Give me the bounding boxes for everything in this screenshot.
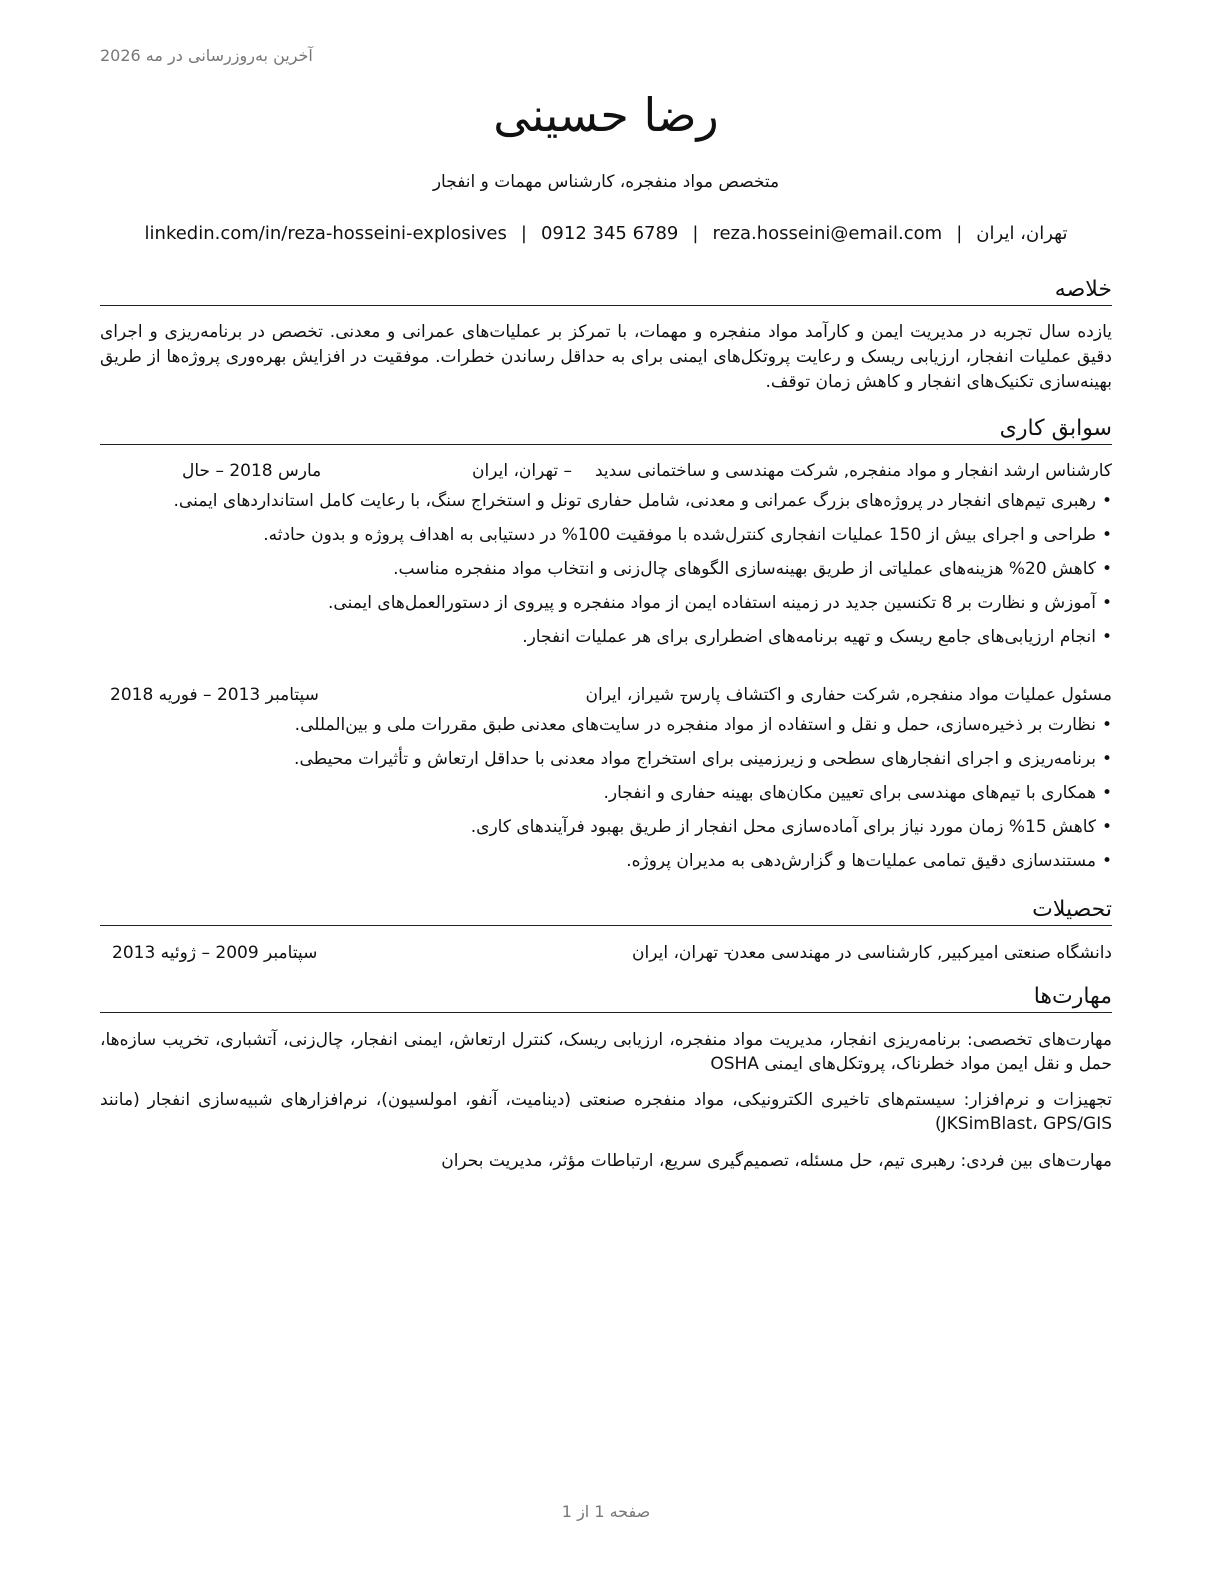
- contact-line: [100, 223, 1112, 244]
- job-dates: مارس 2018 – حال: [182, 461, 322, 481]
- skill-line: مهارت‌های بین فردی: رهبری تیم، حل مسئله، تصمیم‌گیری سریع، ارتباطات مؤثر، مدیریت بحران: [441, 1151, 1112, 1171]
- resume-page: [100, 0, 1112, 1584]
- contact-separator: |: [520, 223, 527, 244]
- education-dates: سپتامبر 2009 – ژوئیه 2013: [112, 943, 318, 963]
- job-bullet: • مستندسازی دقیق تمامی عملیات‌ها و گزارش‌دهی به مدیران پروژه.: [100, 844, 1112, 878]
- contact-linkedin[interactable]: linkedin.com/in/reza-hosseini-explosives: [144, 223, 507, 244]
- job-bullet: • نظارت بر ذخیره‌سازی، حمل و نقل و استفاده از مواد منفجره در سایت‌های معدنی طبق مقررات ملی و بین‌المللی.: [100, 708, 1112, 742]
- job-bullet: • رهبری تیم‌های انفجار در پروژه‌های بزرگ عمرانی و معدنی، شامل حفاری تونل و استخراج سنگ، با رعایت کامل استانداردهای ایمنی.: [100, 484, 1112, 518]
- job-subtitle: متخصص مواد منفجره، کارشناس مهمات و انفجار: [432, 172, 780, 192]
- job-bullet-list: [100, 708, 1112, 878]
- job-location: – تهران، ایران: [472, 461, 572, 481]
- experience-heading: سوابق کاری: [100, 415, 1112, 445]
- skill-line: تجهیزات و نرم‌افزار: سیستم‌های تاخیری الکترونیکی، مواد منفجره صنعتی (دینامیت، آنفو، امولسیون)، نرم‌افزارهای شبیه‌سازی انفجار (مانند JKSimBlast، GPS/GIS): [100, 1090, 1112, 1134]
- job-bullet-list: [100, 484, 1112, 654]
- summary-text: یازده سال تجربه در مدیریت ایمن و کارآمد مواد منفجره و مهمات، با تمرکز بر عملیات‌های عمرانی و معدنی. تخصص در برنامه‌ریزی و اجرای دقیق عملیات انفجار، ارزیابی ریسک و رعایت پروتکل‌های ایمنی برای به حداقل رساندن خطرات. موفقیت در افزایش بهره‌وری پروژه‌ها از طریق بهینه‌سازی تکنیک‌های انفجار و کاهش زمان توقف.: [100, 322, 1112, 392]
- job-header: [100, 458, 1112, 484]
- page-number: صفحه 1 از 1: [561, 1502, 651, 1521]
- contact-separator: |: [956, 223, 963, 244]
- job-bullet: • کاهش 15% زمان مورد نیاز برای آماده‌سازی محل انفجار از طریق بهبود فرآیندهای کاری.: [100, 810, 1112, 844]
- education-location: – تهران، ایران: [632, 943, 732, 963]
- job-bullet: • آموزش و نظارت بر 8 تکنسین جدید در زمینه استفاده ایمن از مواد منفجره و پیروی از دستورالعمل‌های ایمنی.: [100, 586, 1112, 620]
- contact-location: تهران، ایران: [976, 223, 1068, 244]
- education-heading: تحصیلات: [100, 896, 1112, 926]
- job-title: مسئول عملیات مواد منفجره, شرکت حفاری و اکتشاف پارس: [681, 685, 1112, 705]
- job-location: – شیراز، ایران: [585, 685, 688, 705]
- job-bullet: • کاهش 20% هزینه‌های عملیاتی از طریق بهینه‌سازی الگوهای چال‌زنی و انتخاب مواد منفجره مناسب.: [100, 552, 1112, 586]
- last-updated-note: آخرین به‌روزرسانی در مه 2026: [100, 46, 313, 65]
- skills-heading: مهارت‌ها: [100, 983, 1112, 1013]
- job-title: کارشناس ارشد انفجار و مواد منفجره, شرکت مهندسی و ساختمانی سدید: [594, 461, 1112, 481]
- contact-email[interactable]: reza.hosseini@email.com: [712, 223, 943, 244]
- job-dates: سپتامبر 2013 – فوریه 2018: [110, 685, 319, 705]
- skill-line: مهارت‌های تخصصی: برنامه‌ریزی انفجار، مدیریت مواد منفجره، ارزیابی ریسک، کنترل ارتعاش، ایمنی انفجار، چال‌زنی، آتشباری، تخریب سازه‌ها، حمل و نقل ایمن مواد خطرناک، پروتکل‌های ایمنی OSHA: [100, 1030, 1112, 1074]
- education-entry: [100, 940, 1112, 966]
- summary-heading: خلاصه: [100, 276, 1112, 306]
- job-bullet: • طراحی و اجرای بیش از 150 عملیات انفجاری کنترل‌شده با موفقیت 100% در دستیابی به اهداف پروژه و بدون حادثه.: [100, 518, 1112, 552]
- contact-separator: |: [692, 223, 699, 244]
- job-header: [100, 682, 1112, 708]
- contact-phone: 0912 345 6789: [540, 223, 679, 244]
- job-bullet: • برنامه‌ریزی و اجرای انفجارهای سطحی و زیرزمینی برای استخراج مواد معدنی با حداقل ارتعاش و تأثیرات محیطی.: [100, 742, 1112, 776]
- education-school: دانشگاه صنعتی امیرکبیر, کارشناسی در مهندسی معدن: [727, 943, 1112, 963]
- job-bullet: • همکاری با تیم‌های مهندسی برای تعیین مکان‌های بهینه حفاری و انفجار.: [100, 776, 1112, 810]
- person-name: رضا حسینی: [493, 88, 719, 142]
- job-bullet: • انجام ارزیابی‌های جامع ریسک و تهیه برنامه‌های اضطراری برای هر عملیات انفجار.: [100, 620, 1112, 654]
